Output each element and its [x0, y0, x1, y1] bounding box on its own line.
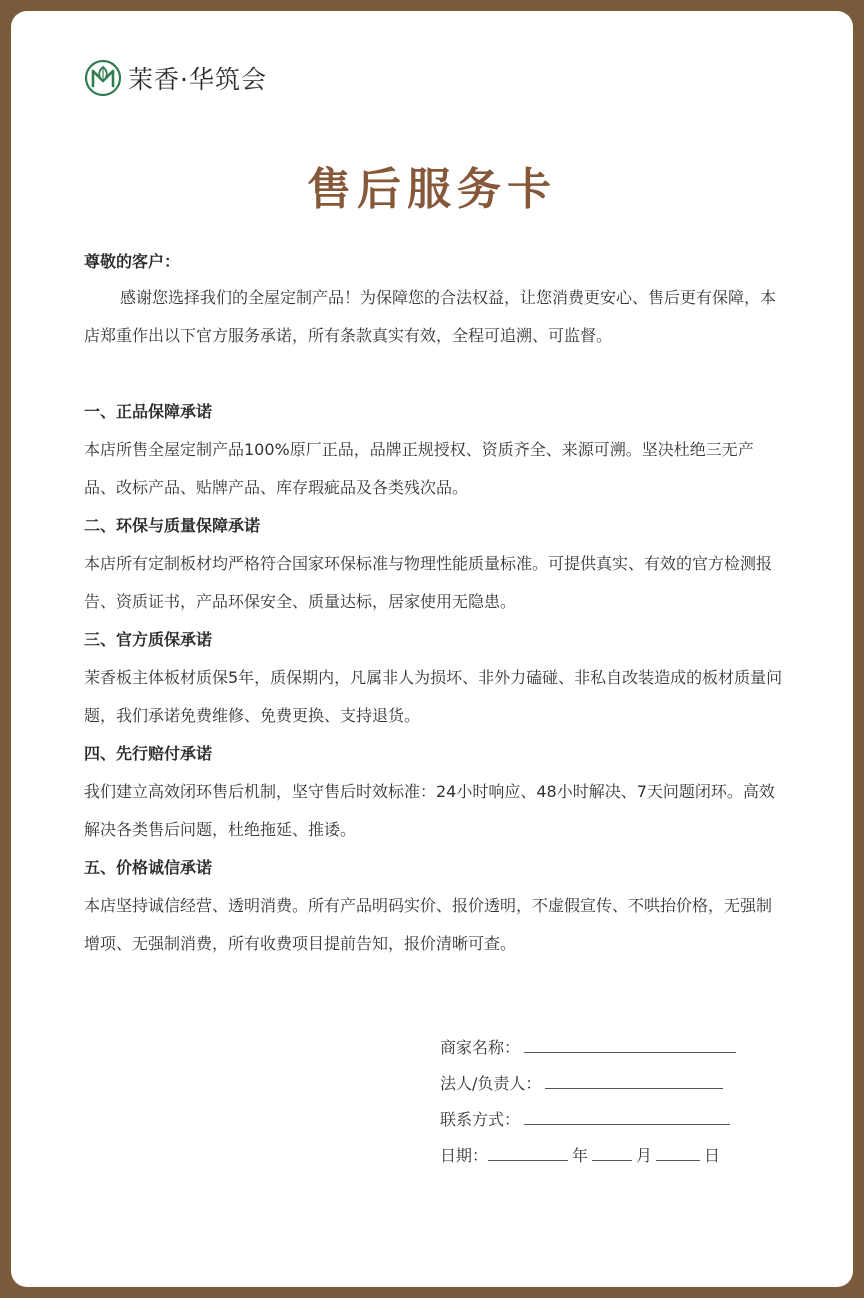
month-blank[interactable]	[592, 1142, 632, 1161]
day-blank[interactable]	[656, 1142, 700, 1161]
section-title: 三、官方质保承诺	[84, 630, 213, 649]
merchant-name-blank[interactable]	[524, 1034, 736, 1053]
section-body: 我们建立高效闭环售后机制，坚守售后时效标准：24小时响应、48小时解决、7天问题闭环。高效解决各类售后问题，杜绝拖延、推诿。	[84, 782, 775, 839]
service-card	[11, 11, 853, 1287]
section-title: 一、正品保障承诺	[84, 402, 213, 421]
section-5	[84, 849, 784, 963]
year-unit: 年	[572, 1146, 589, 1165]
section-title: 二、环保与质量保障承诺	[84, 516, 261, 535]
intro-paragraph: 感谢您选择我们的全屋定制产品！为保障您的合法权益，让您消费更安心、售后更有保障，本店郑重作出以下官方服务承诺，所有条款真实有效，全程可追溯、可监督。	[84, 288, 777, 345]
card-body	[84, 247, 784, 963]
section-body: 本店坚持诚信经营、透明消费。所有产品明码实价、报价透明，不虚假宣传、不哄抬价格，无强制增项、无强制消费，所有收费项目提前告知，报价清晰可查。	[84, 896, 773, 953]
year-blank[interactable]	[488, 1142, 568, 1161]
section-2	[84, 507, 784, 621]
section-1	[84, 393, 784, 507]
section-title: 四、先行赔付承诺	[84, 744, 213, 763]
contact-blank[interactable]	[524, 1106, 730, 1125]
month-unit: 月	[636, 1146, 653, 1165]
merchant-name-row	[440, 1030, 760, 1066]
section-4	[84, 735, 784, 849]
date-row	[440, 1138, 760, 1174]
greeting: 尊敬的客户：	[84, 252, 181, 271]
legal-person-blank[interactable]	[545, 1070, 723, 1089]
signature-block	[440, 1030, 760, 1174]
section-body: 本店所售全屋定制产品100%原厂正品，品牌正规授权、资质齐全、来源可溯。坚决杜绝三无产品、改标产品、贴牌产品、库存瑕疵品及各类残次品。	[84, 440, 754, 497]
m-leaf-logo-icon	[84, 59, 122, 97]
contact-row	[440, 1102, 760, 1138]
brand-name: 茉香·华筑会	[128, 65, 267, 94]
merchant-name-label: 商家名称：	[440, 1038, 521, 1057]
page-title: 售后服务卡	[307, 164, 557, 215]
brand-logo	[84, 58, 267, 98]
legal-person-row	[440, 1066, 760, 1102]
section-body: 茉香板主体板材质保5年，质保期内，凡属非人为损坏、非外力磕碰、非私自改装造成的板材质量问题，我们承诺免费维修、免费更换、支持退货。	[84, 668, 783, 725]
section-3	[84, 621, 784, 735]
section-body: 本店所有定制板材均严格符合国家环保标准与物理性能质量标准。可提供真实、有效的官方检测报告、资质证书，产品环保安全、质量达标，居家使用无隐患。	[84, 554, 773, 611]
date-label: 日期：	[440, 1146, 489, 1165]
legal-person-label: 法人/负责人：	[440, 1074, 542, 1093]
day-unit: 日	[704, 1146, 721, 1165]
contact-label: 联系方式：	[440, 1110, 521, 1129]
section-title: 五、价格诚信承诺	[84, 858, 213, 877]
